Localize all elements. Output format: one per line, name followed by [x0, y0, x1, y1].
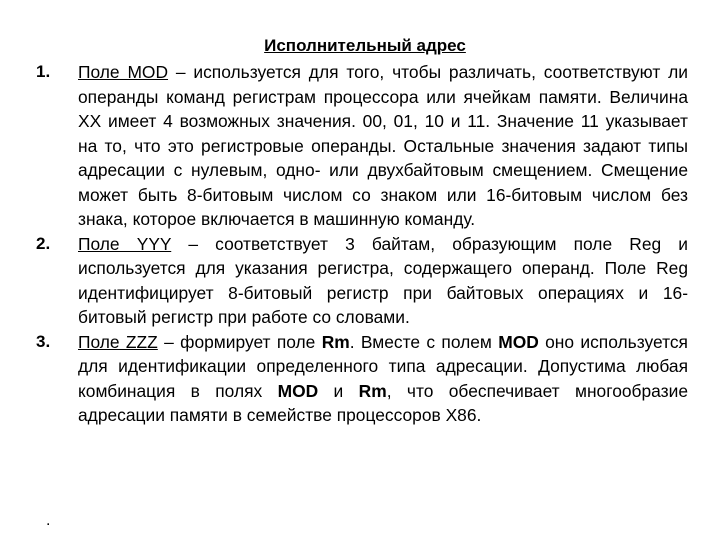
item-text-part: формирует поле [180, 331, 322, 352]
bold-rm: Rm [321, 331, 350, 352]
list-item-zzz [36, 330, 688, 428]
list-item-yyy [36, 232, 688, 330]
term-dash: – [157, 331, 181, 352]
bold-mod: MOD [498, 331, 539, 352]
term-zzz: Поле ZZZ [78, 331, 158, 352]
item-number: 2. [36, 233, 51, 253]
item-number: 1. [36, 62, 51, 81]
page-title: Исполнительный адрес [264, 36, 466, 55]
definition-list [36, 60, 688, 428]
item-text-part: оно используется для идентификации определенного типа адресации. Допустима любая комбинация в полях [78, 331, 688, 401]
item-number: 3. [36, 331, 51, 351]
term-dash: – [168, 62, 194, 82]
item-text: используется для того, чтобы различать, соответствуют ли операнды команд регистрам процессора или ячейкам памяти. Величина XX имеет 4 возможных значения. 00, 01, 10 и 11. Значение 11 указывает на то, что это регистровые операнды. Остальные значения задают типы адресации с нулевым, одно- или двухбайтовым смещением. Смещение может быть 8-битовым числом со знаком или 16-битовым числом без знака, которое включается в машинную команду. [78, 62, 688, 229]
item-text: соответствует 3 байтам, образующим поле Reg и используется для указания регистра, содержащего операнд. Поле Reg идентифицирует 8-битовый регистр при байтовых операциях и 16-битовый регистр при работе со словами. [78, 233, 688, 327]
item-text-part: , что обеспечивает многообразие адресации памяти в семействе процессоров X86. [78, 380, 689, 425]
footer-mark: . [46, 512, 51, 529]
item-text-part: и [318, 380, 359, 401]
term-yyy: Поле YYY [78, 233, 172, 254]
bold-mod: MOD [277, 380, 319, 401]
list-item-mod [36, 60, 688, 232]
bold-rm: Rm [358, 380, 387, 401]
term-dash: – [171, 233, 216, 254]
term-mod: Поле MOD [78, 62, 169, 82]
item-text-part: . Вместе с полем [349, 331, 499, 352]
